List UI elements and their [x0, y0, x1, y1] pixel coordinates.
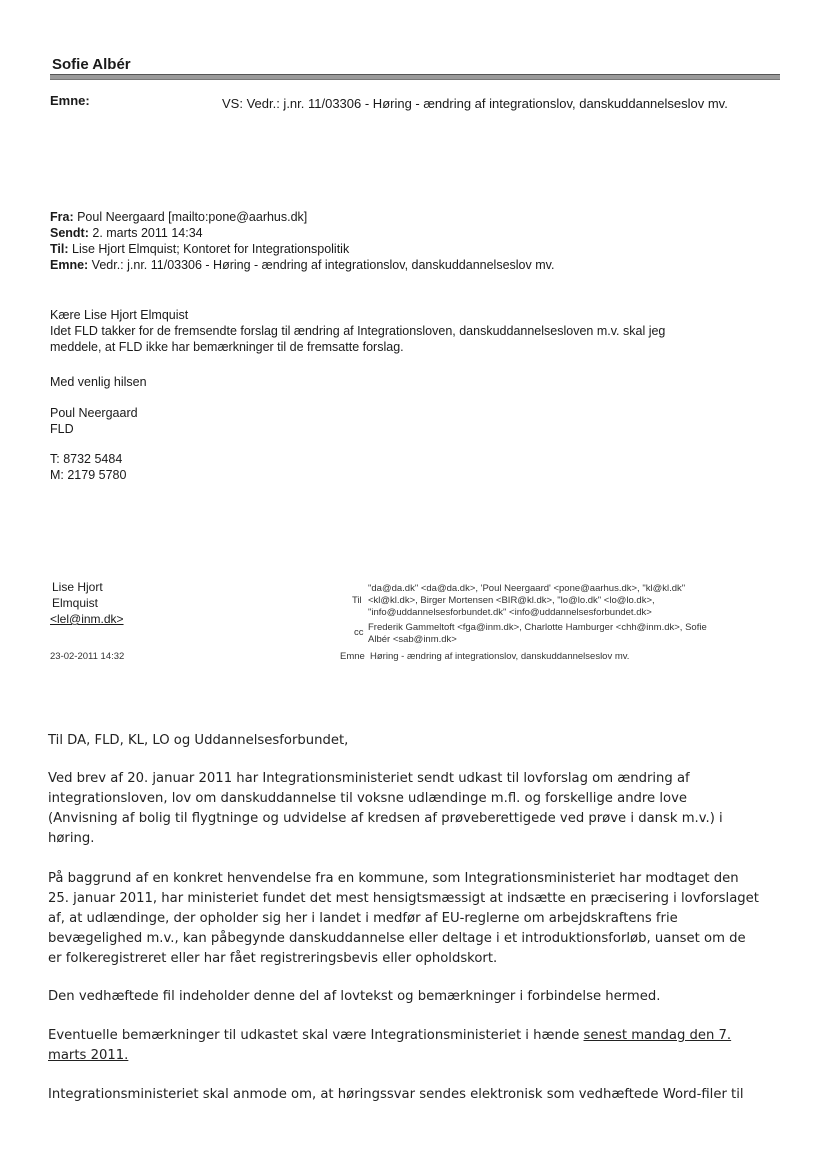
subject-value: VS: Vedr.: j.nr. 11/03306 - Høring - ændring af integrationslov, danskuddannelseslov mv. [222, 96, 728, 111]
letter-p2-line: På baggrund af en konkret henvendelse fra en kommune, som Integrationsministeriet har modtaget den [48, 871, 739, 886]
letter-deadline-1: senest mandag den 7. [583, 1028, 732, 1043]
reply-greeting: Kære Lise Hjort Elmquist [50, 308, 189, 322]
letter-p1-line: (Anvisning af bolig til flygtninge og udvidelse af kredsen af prøveberettigede ved prøve i dansk m.v.) i [48, 811, 723, 826]
emne-line [50, 258, 554, 272]
letter-p4-line-1 [48, 1028, 731, 1043]
header-rule [50, 74, 780, 80]
recipient-name: Sofie Albér [52, 56, 131, 73]
letter-p2-line: er folkeregistreret eller har fået registreringsbevis eller opholdskort. [48, 951, 498, 966]
letter-p2-line: af, at udlændinge, der opholder sig her i landet i medfør af EU-reglerne om arbejdskraftens frie [48, 911, 678, 926]
til-line [50, 242, 349, 256]
original-til-line-1: "da@da.dk" <da@da.dk>, 'Poul Neergaard' <pone@aarhus.dk>, "kl@kl.dk" [368, 583, 686, 594]
sendt-line [50, 226, 203, 240]
original-til-label: Til [352, 595, 362, 606]
original-date: 23-02-2011 14:32 [50, 651, 125, 662]
reply-line-1: Idet FLD takker for de fremsendte forslag til ændring af Integrationsloven, danskuddannelsesloven m.v. skal jeg [50, 324, 666, 338]
letter-p4-prefix: Eventuelle bemærkninger til udkastet skal være Integrationsministeriet i hænde [48, 1028, 584, 1043]
original-cc-label: cc [354, 627, 364, 638]
original-emne-label: Emne [340, 651, 365, 662]
emne-value: Vedr.: j.nr. 11/03306 - Høring - ændring af integrationslov, danskuddannelseslov mv. [88, 258, 555, 272]
letter-deadline-2: marts 2011. [48, 1048, 129, 1063]
original-sender-email[interactable]: <lel@inm.dk> [50, 612, 124, 626]
reply-line-2: meddele, at FLD ikke har bemærkninger til de fremsatte forslag. [50, 340, 404, 354]
letter-p5: Integrationsministeriet skal anmode om, at høringssvar sendes elektronisk som vedhæftede Word-filer til [48, 1087, 744, 1102]
letter-salutation: Til DA, FLD, KL, LO og Uddannelsesforbundet, [48, 733, 349, 748]
original-til-line-3: "info@uddannelsesforbundet.dk" <info@uddannelsesforbundet.dk> [368, 607, 652, 618]
fra-value: Poul Neergaard [mailto:pone@aarhus.dk] [73, 210, 308, 224]
til-label: Til: [50, 242, 69, 256]
emne-label: Emne: [50, 258, 89, 272]
signature-phone: T: 8732 5484 [50, 452, 123, 466]
letter-p1-line: høring. [48, 831, 95, 846]
original-sender-line-1: Lise Hjort [52, 580, 103, 594]
letter-p1-line: Ved brev af 20. januar 2011 har Integrationsministeriet sendt udkast til lovforslag om ændring af [48, 771, 690, 786]
original-cc-line-1: Frederik Gammeltoft <fga@inm.dk>, Charlotte Hamburger <chh@inm.dk>, Sofie [368, 622, 707, 633]
letter-p1-line: integrationsloven, lov om danskuddannelse til voksne udlændinge m.fl. og forskellige andre love [48, 791, 688, 806]
signature-org: FLD [50, 422, 74, 436]
fra-label: Fra: [50, 210, 74, 224]
original-til-line-2: <kl@kl.dk>, Birger Mortensen <BIR@kl.dk>, "lo@lo.dk" <lo@lo.dk>, [368, 595, 655, 606]
til-value: Lise Hjort Elmquist; Kontoret for Integrationspolitik [68, 242, 350, 256]
letter-p2-line: bevægelighed m.v., kan påbegynde danskuddannelse eller deltage i et introduktionsforløb, uanset om de [48, 931, 746, 946]
sendt-value: 2. marts 2011 14:34 [88, 226, 203, 240]
original-sender-line-2: Elmquist [52, 596, 99, 610]
signature-mobile: M: 2179 5780 [50, 468, 127, 482]
reply-closing: Med venlig hilsen [50, 375, 147, 389]
original-emne-value: Høring - ændring af integrationslov, danskuddannelseslov mv. [370, 651, 630, 662]
sendt-label: Sendt: [50, 226, 89, 240]
subject-label: Emne: [50, 93, 90, 108]
signature-name: Poul Neergaard [50, 406, 138, 420]
fra-line [50, 210, 307, 224]
letter-p2-line: 25. januar 2011, har ministeriet fundet det mest hensigtsmæssigt at indsætte en præcisering i lovforslaget [48, 891, 759, 906]
original-cc-line-2: Albér <sab@inm.dk> [368, 634, 457, 645]
letter-p3: Den vedhæftede fil indeholder denne del af lovtekst og bemærkninger i forbindelse hermed. [48, 989, 661, 1004]
